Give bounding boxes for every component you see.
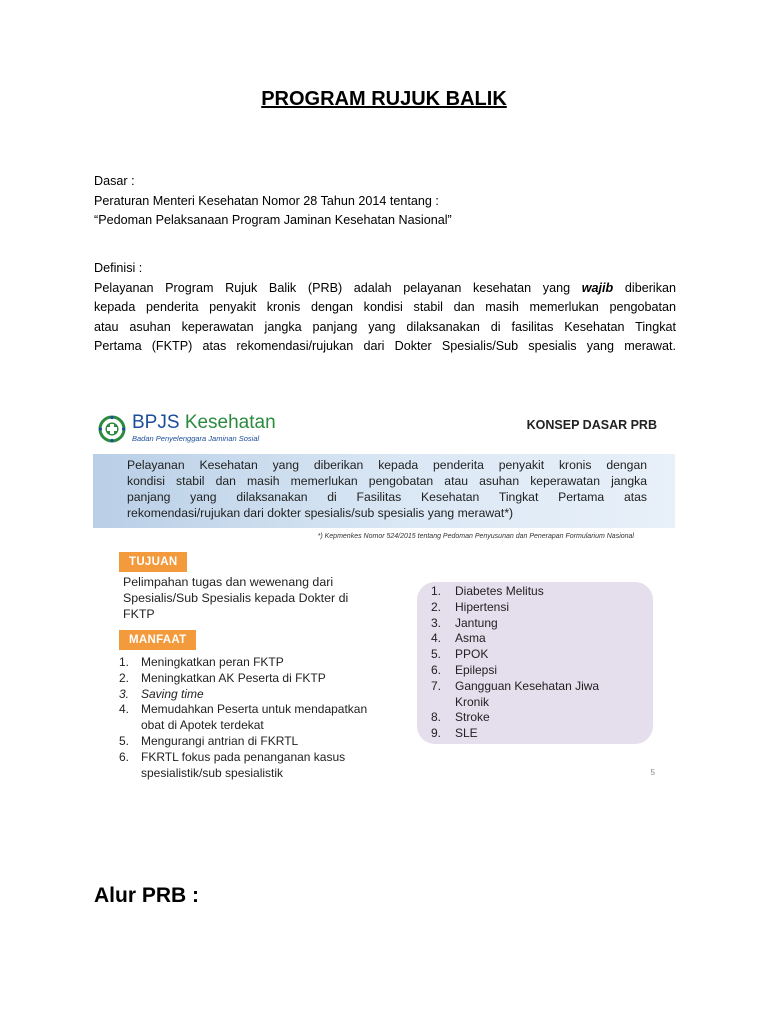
definisi-line-3: atau asuhan keperawatan jangka panjang yang dilaksanakan di fasilitas Kesehatan Tingkat: [94, 319, 676, 334]
definisi-heading: Definisi :: [94, 261, 143, 275]
page-title: PROGRAM RUJUK BALIK: [261, 88, 507, 110]
footnote: *) Kepmenkes Nomor 524/2015 tentang Pedoman Penyusunan dan Penerapan Formularium Nasional: [317, 533, 634, 540]
slide-title: KONSEP DASAR PRB: [526, 418, 657, 432]
item-number: 2.: [119, 670, 130, 685]
band-line: Pelayanan Kesehatan yang diberikan kepada penderita penyakit kronis dengan: [127, 458, 647, 472]
definition-band-text: [127, 457, 647, 521]
band-line: rekomendasi/rujukan dari dokter spesialis/sub spesialis yang merawat*): [127, 506, 514, 520]
item-text: Jantung: [455, 615, 498, 630]
item-text: Stroke: [455, 710, 490, 725]
item-text: Mengurangi antrian di FKRTL: [141, 733, 299, 748]
definisi-section: [94, 259, 676, 357]
tujuan-line: Pelimpahan tugas dan wewenang dari: [123, 575, 334, 589]
list-item: [431, 710, 625, 726]
tujuan-tag: TUJUAN: [119, 552, 187, 572]
logo-wordmark: [132, 412, 276, 434]
disease-list-box: [417, 582, 653, 744]
list-item: [119, 655, 389, 671]
bpjs-logo-icon: [98, 415, 126, 443]
item-number: 2.: [431, 599, 442, 614]
slide-page-number: 5: [650, 768, 655, 777]
item-number: 5.: [119, 733, 130, 748]
definisi-emphasis: wajib: [581, 280, 614, 295]
dasar-regulation-title: “Pedoman Pelaksanaan Program Jaminan Kesehatan Nasional”: [94, 213, 452, 227]
item-number: 1.: [119, 655, 130, 669]
disease-list: [431, 584, 625, 742]
logo-main: BPJS: [132, 412, 180, 433]
manfaat-tag: MANFAAT: [119, 630, 196, 650]
dasar-section: [94, 172, 676, 231]
tujuan-line: Spesialis/Sub Spesialis kepada Dokter di: [123, 591, 349, 605]
konsep-prb-slide: [93, 398, 675, 790]
item-number: 8.: [431, 710, 442, 725]
item-text: Saving time: [141, 686, 204, 701]
item-number: 7.: [431, 678, 442, 693]
tujuan-line: FKTP: [123, 607, 155, 621]
definition-band: [93, 454, 675, 528]
item-number: 5.: [431, 647, 442, 662]
definisi-text: Pelayanan Program Rujuk Balik (PRB) adalah pelayanan kesehatan yang: [94, 280, 582, 295]
item-text: Meningkatkan peran FKTP: [141, 655, 284, 669]
item-text: Gangguan Kesehatan Jiwa Kronik: [455, 678, 600, 709]
definisi-text: diberikan: [613, 280, 676, 295]
item-text: Asma: [455, 631, 486, 646]
item-number: 6.: [431, 662, 442, 677]
item-text: Diabetes Melitus: [455, 584, 544, 598]
manfaat-list: [119, 655, 389, 781]
item-text: PPOK: [455, 647, 489, 662]
definisi-line-2: kepada penderita penyakit kronis dengan kondisi stabil dan masih memerlukan pengobatan: [94, 300, 676, 314]
list-item: [431, 726, 625, 742]
logo-subtitle: Badan Penyelenggara Jaminan Sosial: [132, 434, 260, 443]
dasar-regulation: Peraturan Menteri Kesehatan Nomor 28 Tahun 2014 tentang :: [94, 193, 439, 208]
item-number: 9.: [431, 726, 442, 741]
list-item: [431, 631, 625, 647]
item-text: Hipertensi: [455, 599, 510, 614]
item-number: 3.: [119, 686, 130, 701]
band-line: kondisi stabil dan masih memerlukan pengobatan atau asuhan keperawatan jangka: [127, 474, 647, 488]
band-line: panjang yang dilaksanakan di Fasilitas Kesehatan Tingkat Pertama atas: [127, 490, 647, 504]
item-number: 4.: [119, 702, 130, 717]
item-text: Meningkatkan AK Peserta di FKTP: [141, 670, 326, 685]
bpjs-logo: [98, 413, 288, 445]
item-number: 1.: [431, 584, 442, 598]
list-item: [431, 647, 625, 663]
list-item: [119, 702, 389, 734]
item-number: 6.: [119, 749, 130, 764]
item-number: 3.: [431, 615, 442, 630]
dasar-heading: Dasar :: [94, 174, 135, 188]
logo-accent: Kesehatan: [184, 412, 276, 433]
list-item: [431, 616, 625, 632]
list-item: [431, 679, 625, 711]
item-number: 4.: [431, 631, 442, 646]
definisi-line-1: [94, 279, 676, 299]
list-item: [431, 600, 625, 616]
list-item: [119, 734, 389, 750]
list-item: [119, 671, 389, 687]
list-item: [431, 584, 625, 600]
item-text: Memudahkan Peserta untuk mendapatkan obat di Apotek terdekat: [141, 702, 368, 733]
list-item: [119, 750, 389, 782]
tujuan-text: [123, 574, 383, 622]
alur-heading: Alur PRB :: [94, 884, 199, 907]
item-text: Epilepsi: [455, 662, 498, 677]
list-item: [119, 687, 389, 703]
definisi-line-4: Pertama (FKTP) atas rekomendasi/rujukan dari Dokter Spesialis/Sub spesialis yang merawat.: [94, 339, 676, 353]
item-text: SLE: [455, 726, 478, 741]
list-item: [431, 663, 625, 679]
item-text: FKRTL fokus pada penanganan kasus spesialistik/sub spesialistik: [141, 749, 346, 780]
